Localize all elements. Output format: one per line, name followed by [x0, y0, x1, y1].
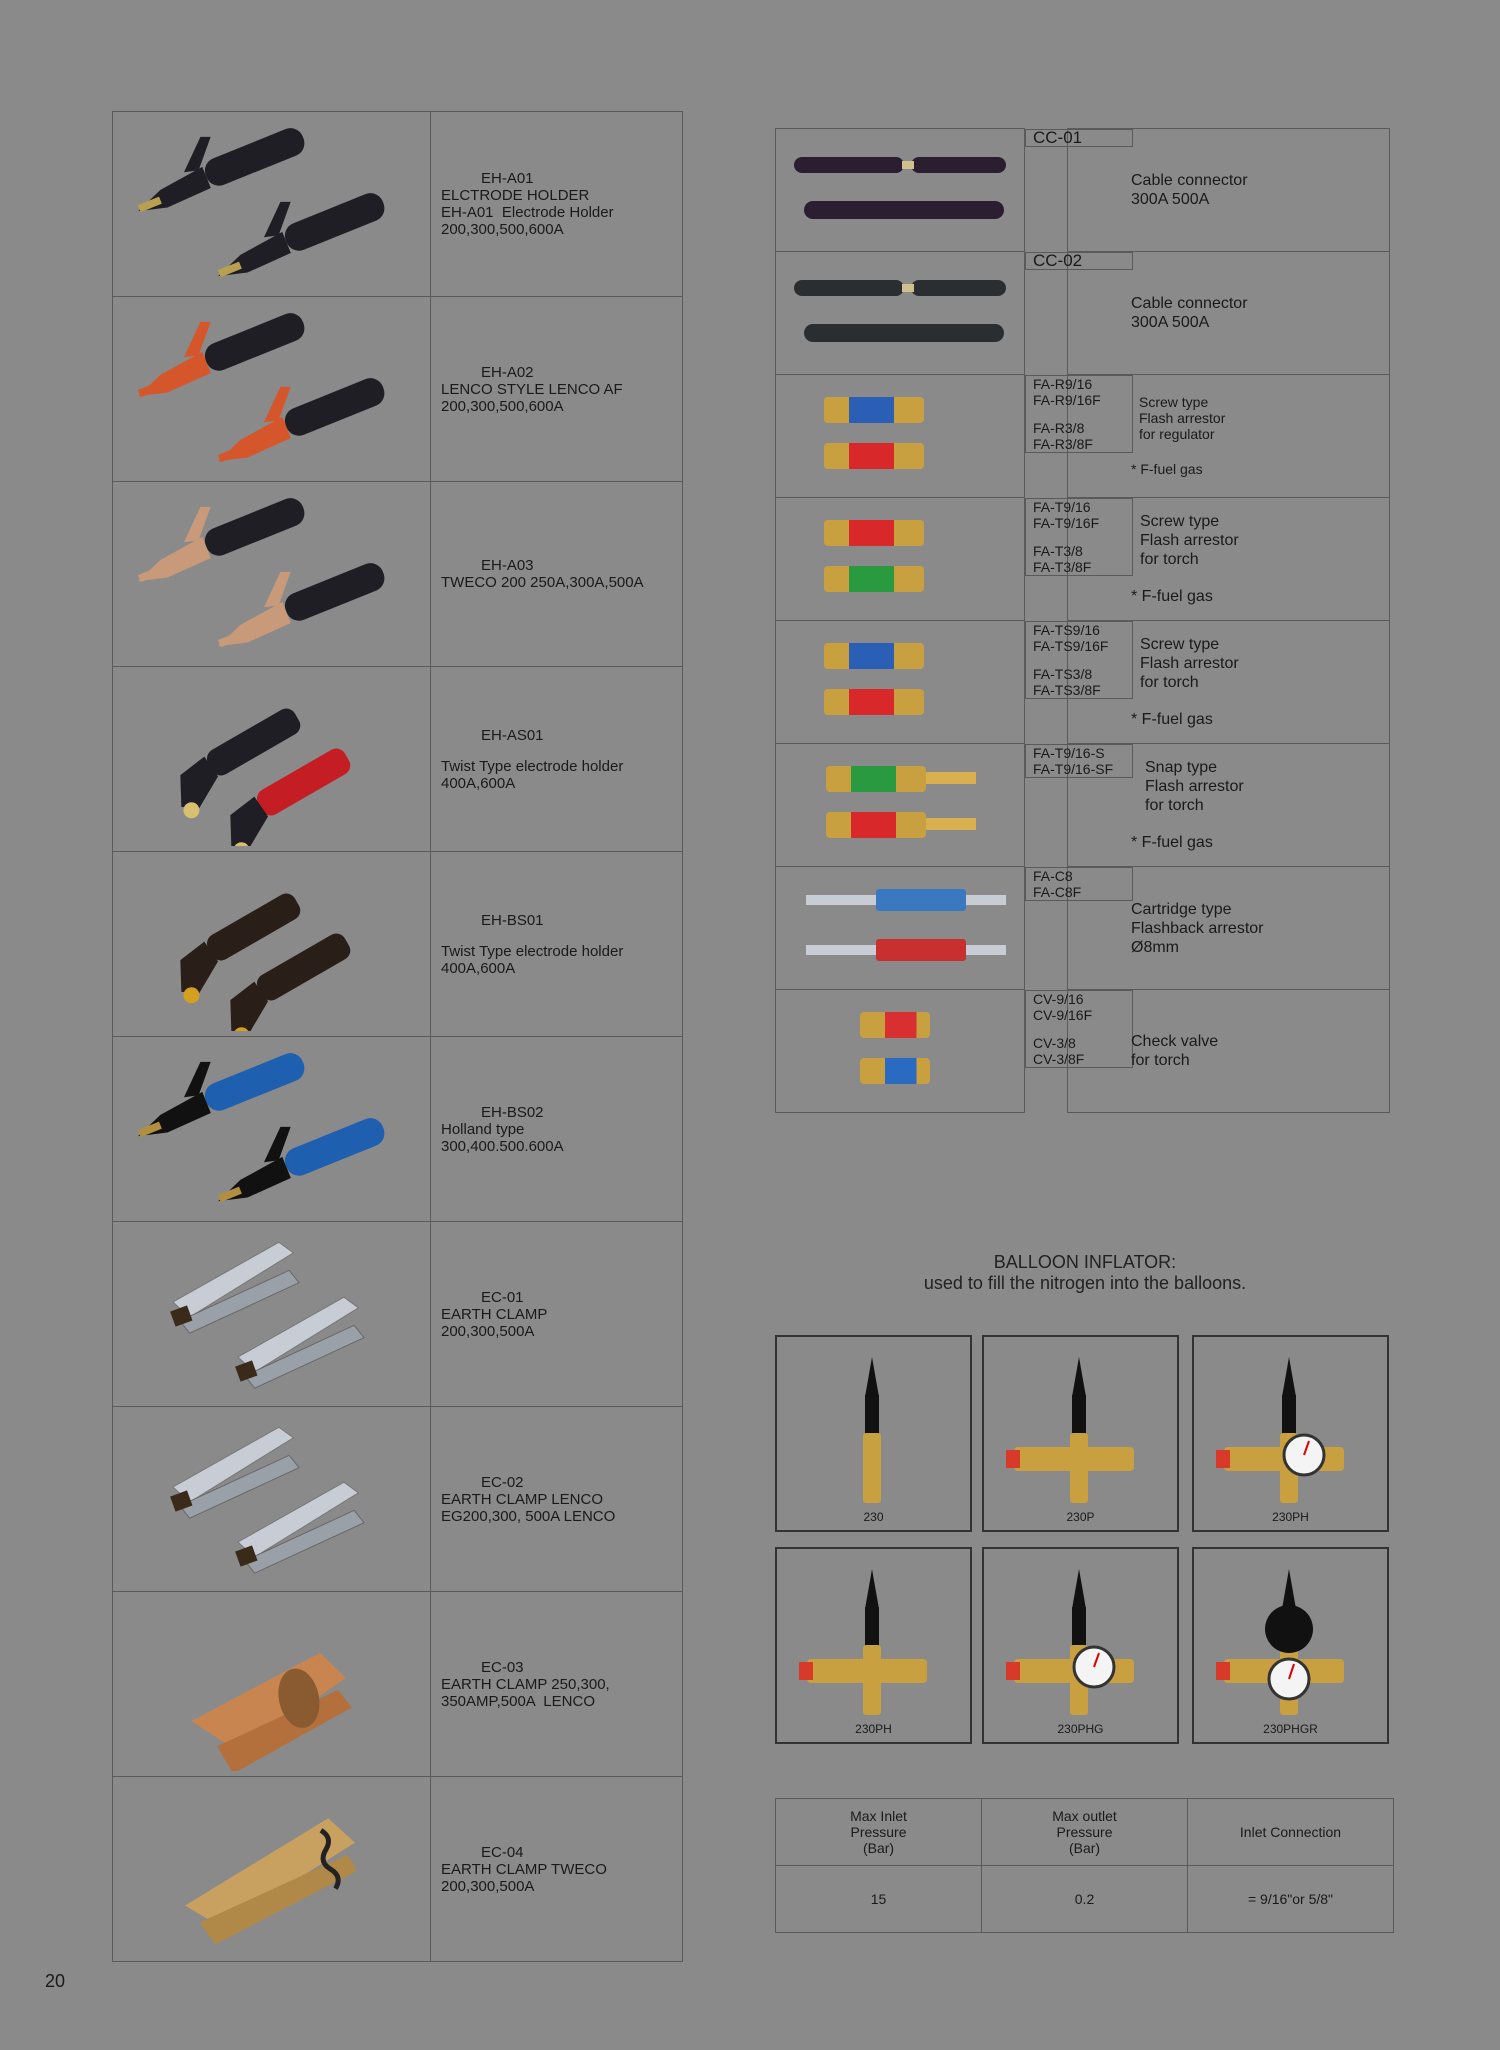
spec-header-connection: Inlet Connection [1188, 1799, 1394, 1866]
table-row [113, 482, 683, 667]
connector-desc-line: for torch [1131, 1052, 1190, 1069]
connector-description [1068, 129, 1390, 252]
table-row [113, 667, 683, 852]
connector-code: FA-TS3/8 [1033, 665, 1093, 682]
product-description [431, 1222, 683, 1407]
table-row [113, 297, 683, 482]
product-spec-line: 300,400.500.600A [441, 1137, 564, 1155]
connector-photo-cell [776, 252, 1025, 375]
balloon-inflator-subtitle: used to fill the nitrogen into the balloons. [923, 1273, 1247, 1293]
spec-value-inlet: 15 [776, 1866, 982, 1933]
product-code: EC-01 [481, 1288, 524, 1306]
inflator-cell [982, 1335, 1179, 1532]
connector-image-4 [776, 621, 1024, 738]
connector-code: CV-3/8F [1033, 1050, 1085, 1067]
product-image-0 [113, 112, 430, 291]
spec-value-outlet: 0.2 [982, 1866, 1188, 1933]
product-photo-cell [113, 112, 431, 297]
connector-desc-line: Flash arrestor [1139, 409, 1226, 426]
product-photo-cell [113, 482, 431, 667]
product-description [431, 1037, 683, 1222]
inflator-image [1194, 1337, 1387, 1530]
connector-code: FA-T9/16-SF [1033, 760, 1114, 777]
connector-code: CV-9/16F [1033, 1006, 1093, 1023]
connector-photo-cell [776, 867, 1025, 990]
table-row [776, 621, 1390, 744]
inflator-image [984, 1549, 1177, 1742]
connector-code: FA-R3/8F [1033, 435, 1093, 452]
connector-code: FA-R3/8 [1033, 419, 1085, 436]
connector-desc-line: Screw type [1140, 636, 1220, 653]
product-image-3 [113, 667, 430, 846]
table-row [113, 112, 683, 297]
product-spec-line: 350AMP,500A LENCO [441, 1692, 595, 1710]
product-code: EH-A03 [481, 557, 534, 574]
connector-image-0 [776, 129, 1024, 246]
product-spec-line: ELCTRODE HOLDER [441, 187, 590, 204]
connector-image-6 [776, 867, 1024, 984]
product-photo-cell [113, 1592, 431, 1777]
inflator-image [1194, 1549, 1387, 1742]
product-code: EH-AS01 [481, 726, 544, 744]
product-spec-line: EARTH CLAMP [441, 1305, 548, 1323]
table-row [776, 498, 1390, 621]
product-spec-line: EG200,300, 500A LENCO [441, 1507, 616, 1525]
inflator-model-label: 230 [863, 1510, 884, 1524]
inflator-cell [1192, 1547, 1389, 1744]
connector-desc-line: Flash arrestor [1140, 532, 1239, 549]
table-row [776, 252, 1390, 375]
product-spec-line: Twist Type electrode holder [441, 942, 624, 960]
inflator-model-label: 230PHGR [1263, 1722, 1318, 1736]
fuel-gas-note: * F-fuel gas [1131, 460, 1203, 477]
product-code: EC-04 [481, 1843, 524, 1861]
connector-image-2 [776, 375, 1024, 492]
product-description [431, 1407, 683, 1592]
connector-desc-line: Cartridge type [1131, 900, 1232, 918]
inflator-model-label: 230PHG [1057, 1722, 1104, 1736]
product-description [431, 297, 683, 482]
table-row [113, 1037, 683, 1222]
product-spec-line: 400A,600A [441, 959, 516, 977]
connector-code: CC-01 [1033, 127, 1083, 147]
connector-desc-line: Cable connector [1131, 295, 1248, 312]
connector-code: FA-T9/16 [1033, 498, 1091, 515]
inflator-cell [775, 1335, 972, 1532]
table-row [113, 852, 683, 1037]
connector-description [1068, 375, 1390, 498]
connector-photo-cell [776, 621, 1025, 744]
table-row [776, 129, 1390, 252]
product-code: EH-A01 [481, 170, 534, 187]
inflator-cell [775, 1547, 972, 1744]
product-spec-line: EARTH CLAMP LENCO [441, 1490, 603, 1508]
connector-code: FA-TS3/8F [1033, 681, 1101, 698]
connector-image-7 [776, 990, 1024, 1107]
product-spec-line: Holland type [441, 1120, 525, 1138]
connector-image-3 [776, 498, 1024, 615]
product-spec-line: EARTH CLAMP 250,300, [441, 1675, 610, 1693]
product-photo-cell [113, 1407, 431, 1592]
table-row [113, 1222, 683, 1407]
connector-desc-line: Ø8mm [1131, 938, 1179, 956]
product-code: EC-02 [481, 1473, 524, 1491]
connector-code: FA-T3/8 [1033, 542, 1083, 559]
connector-code: FA-TS9/16 [1033, 621, 1100, 638]
product-photo-cell [113, 297, 431, 482]
page-number: 20 [45, 1971, 66, 1991]
product-description [431, 482, 683, 667]
connector-desc-line: for regulator [1139, 425, 1215, 442]
product-photo-cell [113, 1222, 431, 1407]
connector-description [1068, 990, 1390, 1113]
connector-arrestor-table [775, 128, 1390, 1113]
connector-desc-line: Flash arrestor [1140, 655, 1239, 672]
connector-code: FA-R9/16F [1033, 391, 1101, 408]
connector-photo-cell [776, 129, 1025, 252]
product-code: EH-BS01 [481, 911, 544, 929]
product-code: EH-A02 [481, 363, 534, 381]
product-spec-line: 200,300,500A [441, 1322, 535, 1340]
connector-photo-cell [776, 498, 1025, 621]
product-spec-line: EH-A01 Electrode Holder [441, 204, 614, 221]
table-row [776, 990, 1390, 1113]
product-photo-cell [113, 1037, 431, 1222]
connector-description [1068, 867, 1390, 990]
product-spec-line: LENCO STYLE LENCO AF [441, 380, 623, 398]
product-spec-line: Twist Type electrode holder [441, 757, 624, 775]
connector-description [1068, 744, 1390, 867]
connector-desc-line: 300A 500A [1131, 314, 1210, 331]
product-spec-line: 400A,600A [441, 774, 516, 792]
connector-description [1068, 621, 1390, 744]
table-row [113, 1777, 683, 1962]
table-row [113, 1407, 683, 1592]
product-description [431, 852, 683, 1037]
connector-description [1068, 498, 1390, 621]
table-row [113, 1592, 683, 1777]
product-image-8 [113, 1592, 430, 1771]
inflator-model-label: 230PH [855, 1722, 892, 1736]
product-photo-cell [113, 852, 431, 1037]
inflator-image [777, 1549, 970, 1742]
connector-code: CV-3/8 [1033, 1034, 1076, 1051]
electrode-holder-table [112, 111, 683, 1962]
connector-desc-line: Screw type [1140, 513, 1220, 530]
connector-code: CC-02 [1033, 250, 1083, 270]
product-photo-cell [113, 667, 431, 852]
product-image-2 [113, 482, 430, 661]
product-spec-line: 200,300,500,600A [441, 221, 564, 238]
inflator-model-label: 230PH [1272, 1510, 1309, 1524]
inflator-image [777, 1337, 970, 1530]
connector-code: CV-9/16 [1033, 990, 1084, 1007]
balloon-inflator-grid [775, 1335, 1395, 1747]
table-row [776, 375, 1390, 498]
connector-image-1 [776, 252, 1024, 369]
table-row [776, 867, 1390, 990]
connector-code: FA-T3/8F [1033, 558, 1092, 575]
connector-desc-line: for torch [1140, 674, 1199, 691]
product-image-9 [113, 1777, 430, 1956]
product-photo-cell [113, 1777, 431, 1962]
fuel-gas-note: * F-fuel gas [1131, 834, 1213, 851]
inflator-model-label: 230P [1066, 1510, 1095, 1524]
connector-photo-cell [776, 990, 1025, 1113]
fuel-gas-note: * F-fuel gas [1131, 588, 1213, 605]
connector-code: FA-C8 [1033, 867, 1073, 884]
product-spec-line: 200,300,500A [441, 1877, 535, 1895]
connector-desc-line: Check valve [1131, 1033, 1219, 1050]
product-spec-line: 200,300,500,600A [441, 397, 564, 415]
inflator-image [984, 1337, 1177, 1530]
spec-header-outlet: Max outlet Pressure (Bar) [982, 1799, 1188, 1866]
connector-desc-line: Flash arrestor [1145, 778, 1244, 795]
balloon-spec-table [775, 1798, 1394, 1933]
product-description [431, 1592, 683, 1777]
connector-code: FA-T9/16-S [1033, 744, 1105, 761]
connector-desc-line: for torch [1145, 797, 1204, 814]
product-image-7 [113, 1407, 430, 1586]
connector-desc-line: Screw type [1139, 393, 1209, 410]
connector-code: FA-TS9/16F [1033, 637, 1109, 654]
product-description [431, 112, 683, 297]
spec-header-inlet: Max Inlet Pressure (Bar) [776, 1799, 982, 1866]
connector-desc-line: Flashback arrestor [1131, 919, 1264, 937]
connector-desc-line: Cable connector [1131, 172, 1248, 189]
product-spec-line: TWECO 200 250A,300A,500A [441, 574, 644, 591]
balloon-inflator-title: BALLOON INFLATOR: [993, 1252, 1177, 1272]
product-description [431, 667, 683, 852]
product-image-5 [113, 1037, 430, 1216]
spec-value-connection: = 9/16"or 5/8" [1188, 1866, 1394, 1933]
connector-desc-line: for torch [1140, 551, 1199, 568]
product-code: EH-BS02 [481, 1103, 544, 1121]
inflator-cell [982, 1547, 1179, 1744]
product-code: EC-03 [481, 1658, 524, 1676]
connector-code: FA-T9/16F [1033, 514, 1100, 531]
connector-image-5 [776, 744, 1024, 861]
table-row [776, 744, 1390, 867]
product-description [431, 1777, 683, 1962]
connector-description [1068, 252, 1390, 375]
product-spec-line: EARTH CLAMP TWECO [441, 1860, 607, 1878]
connector-desc-line: 300A 500A [1131, 191, 1210, 208]
connector-code: FA-C8F [1033, 883, 1082, 900]
product-image-6 [113, 1222, 430, 1401]
product-image-4 [113, 852, 430, 1031]
inflator-cell [1192, 1335, 1389, 1532]
fuel-gas-note: * F-fuel gas [1131, 711, 1213, 728]
product-image-1 [113, 297, 430, 476]
connector-photo-cell [776, 375, 1025, 498]
connector-code: FA-R9/16 [1033, 375, 1093, 392]
connector-desc-line: Snap type [1145, 759, 1218, 776]
connector-photo-cell [776, 744, 1025, 867]
